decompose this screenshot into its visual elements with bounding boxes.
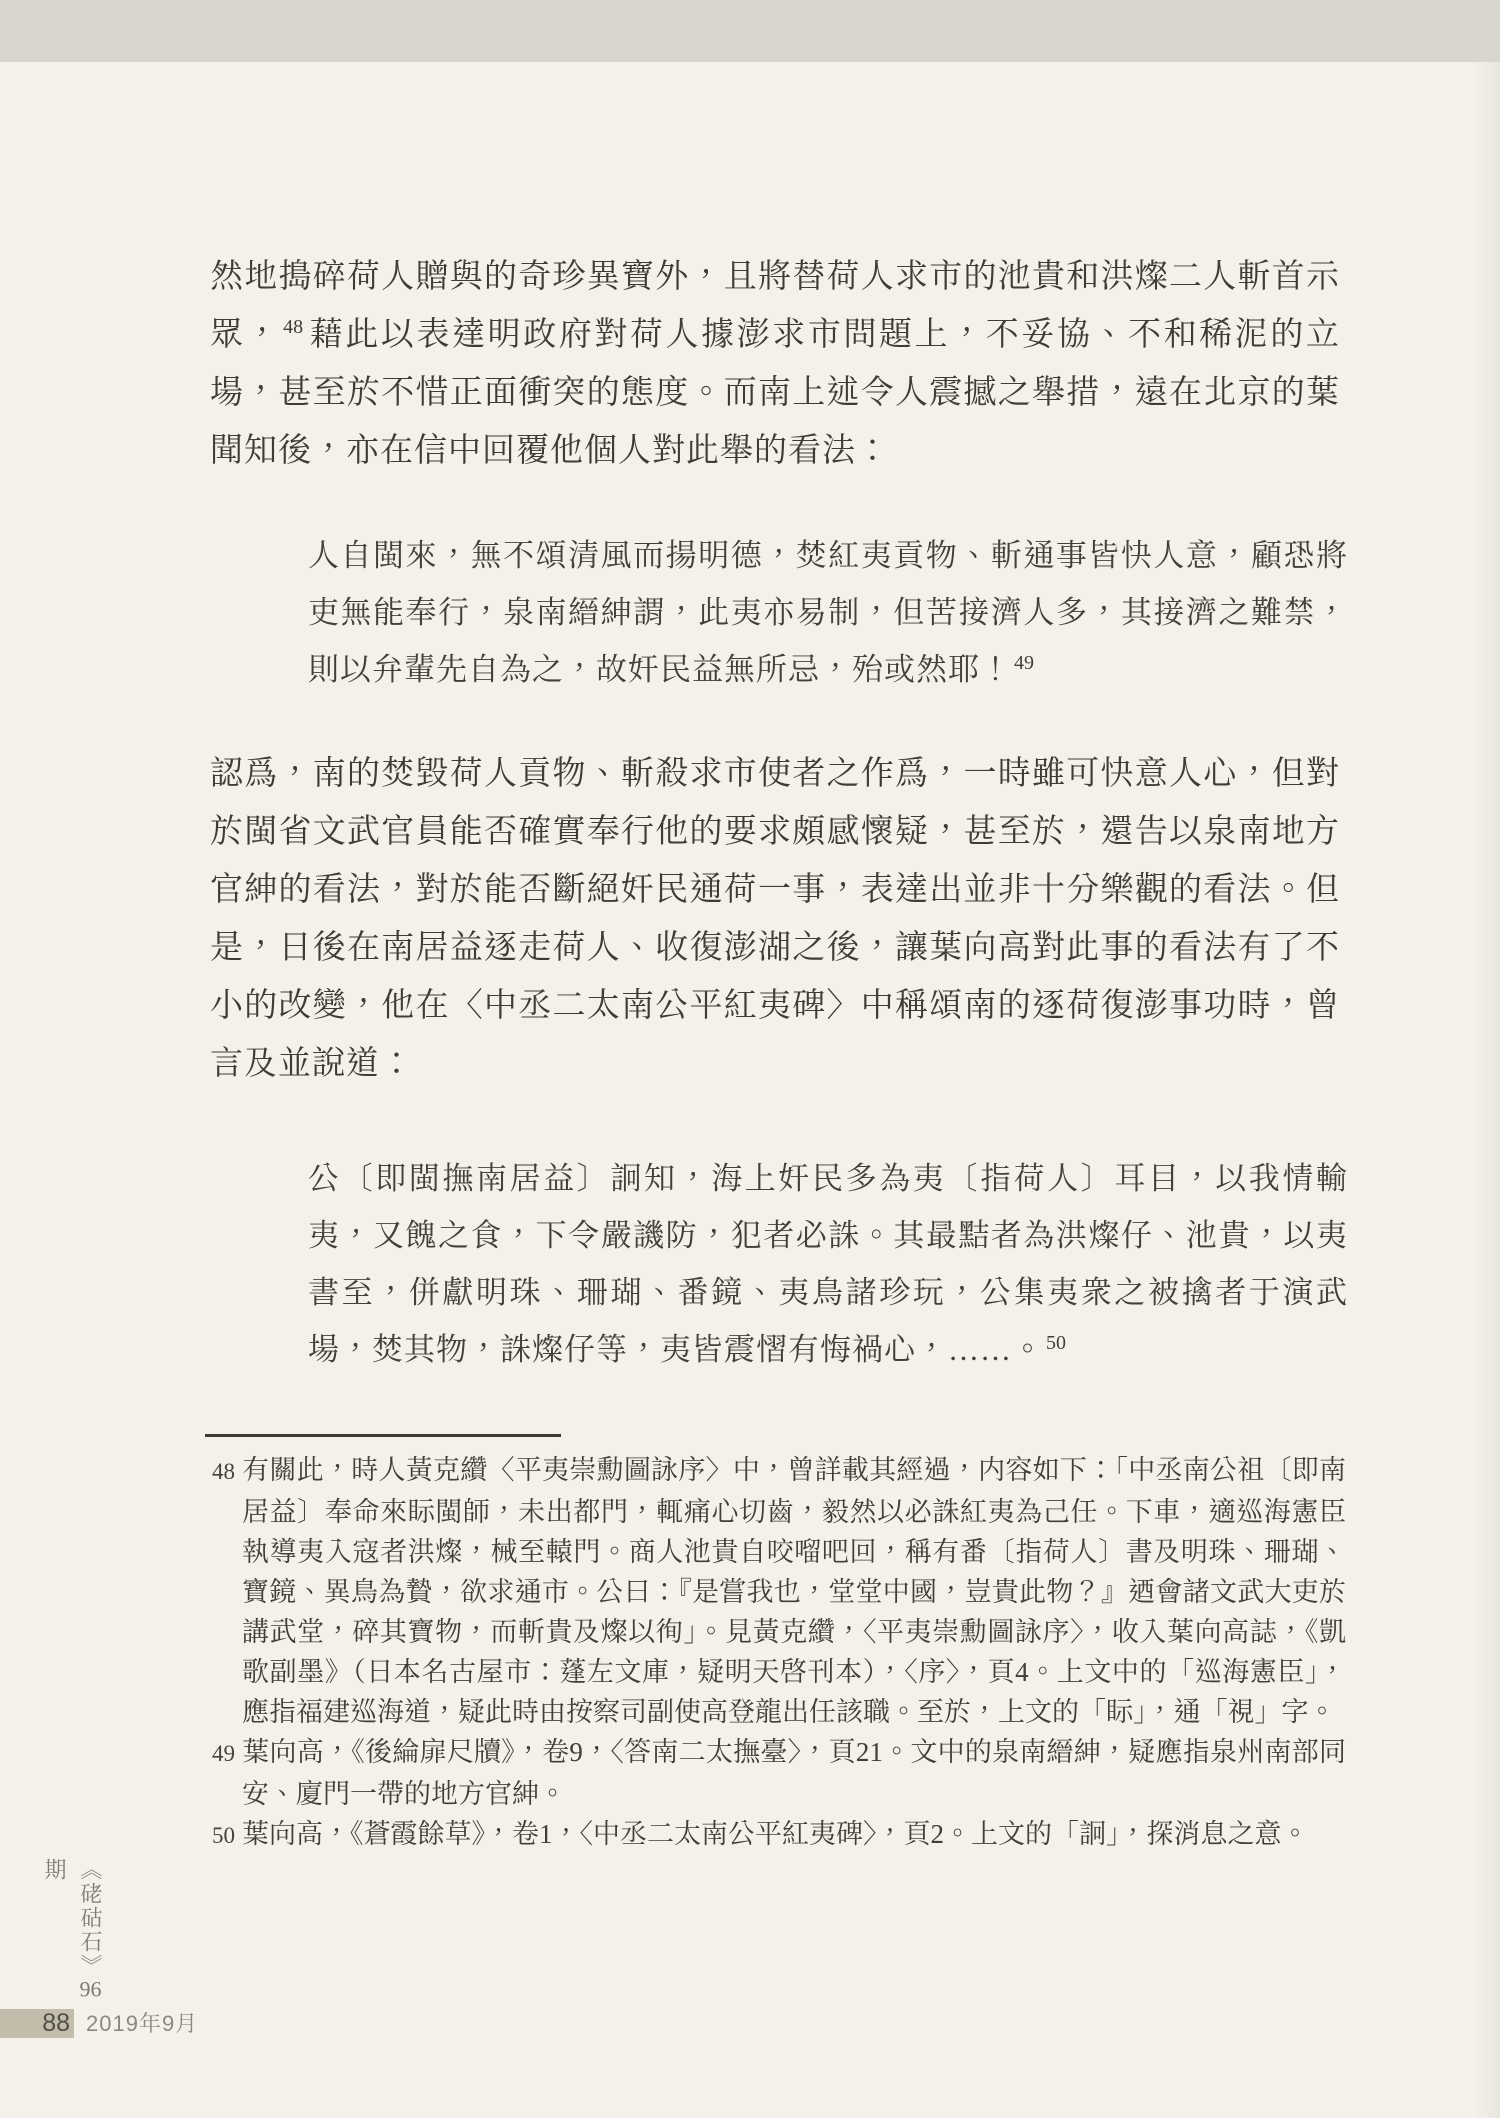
quote-2-text: 公〔即閩撫南居益〕詗知，海上奸民多為夷〔指荷人〕耳目，以我情輸夷，又餽之食，下令嚴譏防，犯者必誅。其最黠者為洪燦仔、池貴，以夷書至，併獻明珠、珊瑚、番鏡、夷鳥諸珍玩，公集夷衆之被擒者于演武場，焚其物，誅燦仔等，夷皆震慴有悔禍心，……。 (308, 1161, 1348, 1367)
footnote-ref-48: 48 (283, 316, 304, 338)
journal-title-vertical (36, 1858, 108, 2008)
footnote-49-number: 49 (212, 1741, 235, 1766)
footnote-50 (212, 1814, 1346, 1856)
footnotes-block (212, 1450, 1346, 1856)
body-paragraph-1 (210, 248, 1340, 480)
footnote-50-text: 葉向高，《蒼霞餘草》，卷1，〈中丞二太南公平紅夷碑〉，頁2。上文的「詗」，探消息之意。 (242, 1819, 1309, 1849)
footnote-ref-49: 49 (1014, 651, 1034, 674)
footnote-50-number: 50 (212, 1823, 235, 1848)
footnote-48-number: 48 (212, 1459, 235, 1484)
footnote-49 (212, 1732, 1346, 1814)
block-quote-1 (308, 527, 1348, 698)
scan-right-edge-shadow (1472, 62, 1500, 2118)
footnote-ref-50: 50 (1046, 1331, 1066, 1354)
footnote-48 (212, 1450, 1346, 1732)
paragraph-2-text: 認爲，南的焚毀荷人貢物、斬殺求市使者之作爲，一時雖可快意人心，但對於閩省文武官員能否確實奉行他的要求頗感懷疑，甚至於，還告以泉南地方官紳的看法，對於能否斷絕奸民通荷一事，表達出並非十分樂觀的看法。但是，日後在南居益逐走荷人、收復澎湖之後，讓葉向高對此事的看法有了不小的改變，他在〈中丞二太南公平紅夷碑〉中稱頌南的逐荷復澎事功時，曾言及並說道： (210, 756, 1340, 1082)
footnote-separator-rule (205, 1434, 561, 1437)
paragraph-1-text-before-ref: 然地搗碎荷人贈與的奇珍異寶外，且將替荷人求市的池貴和洪燦二人斬首示眾， (210, 259, 1340, 353)
journal-issue-suffix: 期 (42, 1858, 67, 1882)
journal-issue-number: 96 (79, 1978, 102, 2000)
journal-title: 《硓𥑮石》 (78, 1858, 103, 1978)
page-number: 88 (42, 2009, 70, 2037)
footnote-48-text: 有關此，時人黃克纘〈平夷崇勳圖詠序〉中，曾詳載其經過，内容如下：「中丞南公祖〔即南居益〕奉命來眎閩師，未出都門，輒痛心切齒，毅然以必誅紅夷為己任。下車，適巡海憲臣執導夷入寇者洪燦，械至轅門。商人池貴自咬𠺕吧回，稱有番〔指荷人〕書及明珠、珊瑚、寶鏡、異鳥為贄，欲求通市。公曰：『是嘗我也，堂堂中國，豈貴此物？』迺會諸文武大吏於講武堂，碎其寶物，而斬貴及燦以徇」。見黃克纘，〈平夷崇勳圖詠序〉，收入葉向高誌，《凱歌副墨》（日本名古屋市：蓬左文庫，疑明天啓刊本），〈序〉，頁4。上文中的「巡海憲臣」，應指福建巡海道，疑此時由按察司副使高登龍出任該職。至於，上文的「眎」，通「視」字。 (242, 1455, 1346, 1727)
body-paragraph-2 (210, 745, 1340, 1093)
issue-date: 2019年9月 (86, 2011, 199, 2036)
quote-1-text: 人自閩來，無不頌清風而揚明德，焚紅夷貢物、斬通事皆快人意，顧恐將吏無能奉行，泉南縉紳謂，此夷亦易制，但苦接濟人多，其接濟之難禁，則以弁輩先自為之，故奸民益無所忌，殆或然耶！ (308, 538, 1348, 687)
footnote-49-text: 葉向高，《後綸扉尺牘》，卷9，〈答南二太撫臺〉，頁21。文中的泉南縉紳，疑應指泉州南部同安、廈門一帶的地方官紳。 (242, 1737, 1346, 1809)
paragraph-1-text-after-ref: 藉此以表達明政府對荷人據澎求市問題上，不妥協、不和稀泥的立場，甚至於不惜正面衝突的態度。而南上述令人震撼之舉措，遠在北京的葉聞知後，亦在信中回覆他個人對此舉的看法： (210, 317, 1341, 469)
scan-top-edge-band (0, 0, 1500, 62)
page-number-badge (0, 2009, 74, 2038)
block-quote-2 (308, 1150, 1348, 1378)
